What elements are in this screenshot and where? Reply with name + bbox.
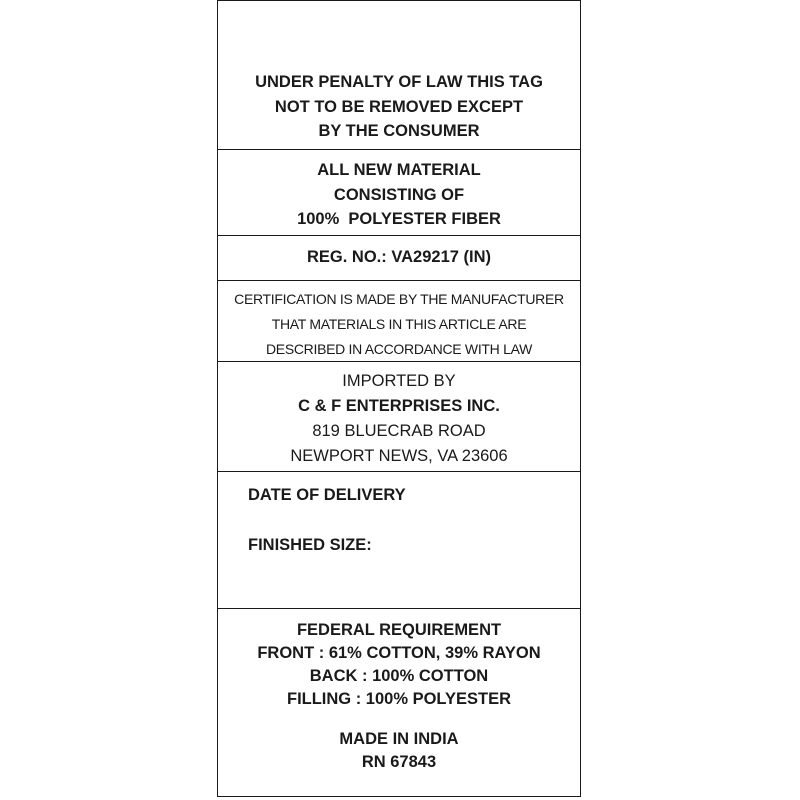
warning-line: NOT TO BE REMOVED EXCEPT [274,97,524,116]
material-line: 100% POLYESTER FIBER [297,210,501,228]
registration-number: REG. NO.: VA29217 (IN) [307,248,491,266]
rn-number: RN 67843 [361,753,437,771]
date-of-delivery-label: DATE OF DELIVERY [248,486,406,504]
warning-line: UNDER PENALTY OF LAW THIS TAG [255,73,543,91]
material-line: ALL NEW MATERIAL [317,161,481,179]
federal-line: BACK : 100% COTTON [309,667,489,685]
certification-line: CERTIFICATION IS MADE BY THE MANUFACTURER [234,291,564,307]
importer-company: C & F ENTERPRISES INC. [298,397,500,415]
finished-size-label: FINISHED SIZE: [248,536,372,554]
importer-city: NEWPORT NEWS, VA 23606 [290,447,508,465]
law-tag [217,0,581,797]
importer-label: IMPORTED BY [342,372,456,390]
material-line: CONSISTING OF [333,185,465,204]
federal-section [218,608,580,798]
warning-section [218,1,580,149]
material-section [218,149,580,235]
registration-section [218,235,580,280]
fields-section [218,471,580,608]
country-of-origin: MADE IN INDIA [339,730,459,748]
federal-line: FILLING : 100% POLYESTER [286,690,512,708]
certification-line: DESCRIBED IN ACCORDANCE WITH LAW [265,341,533,357]
certification-section [218,280,580,361]
importer-street: 819 BLUECRAB ROAD [312,422,486,440]
certification-line: THAT MATERIALS IN THIS ARTICLE ARE [271,316,527,332]
importer-section [218,361,580,471]
federal-line: FRONT : 61% COTTON, 39% RAYON [257,644,541,662]
federal-line: FEDERAL REQUIREMENT [296,621,502,639]
warning-line: BY THE CONSUMER [318,122,480,140]
